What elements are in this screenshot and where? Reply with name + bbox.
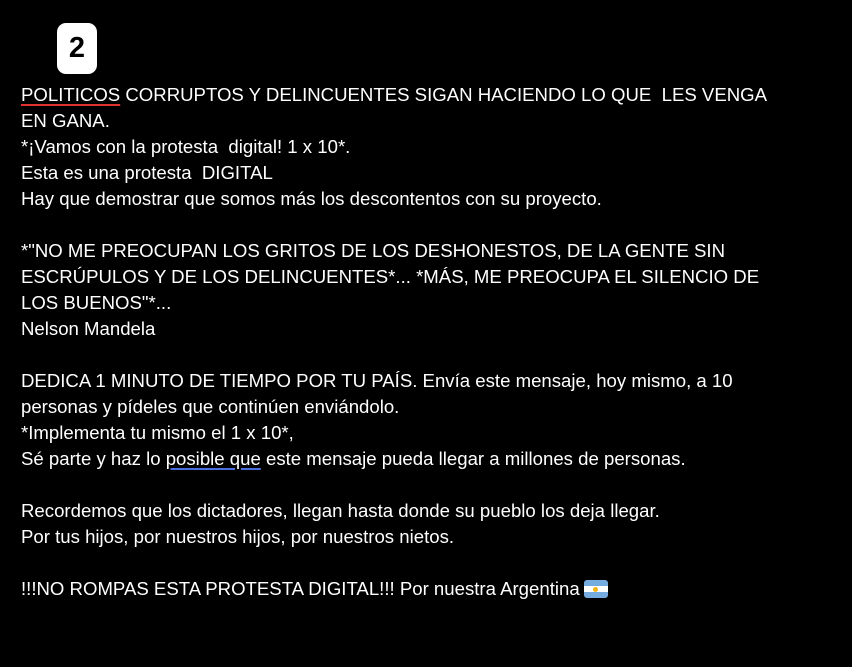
paragraph-gap: [21, 550, 841, 576]
message-text: CORRUPTOS Y DELINCUENTES SIGAN HACIENDO LO QUE LES VENGA: [120, 84, 768, 105]
quote-line: LOS BUENOS"*...: [21, 292, 172, 313]
message-line: Por tus hijos, por nuestros hijos, por nuestros nietos.: [21, 526, 455, 547]
flag-sun-icon: [593, 587, 598, 592]
argentina-flag-icon: [584, 580, 608, 598]
spellcheck-underlined-word[interactable]: POLITICOS: [21, 84, 121, 105]
message-line: *Implementa tu mismo el 1 x 10*,: [21, 422, 294, 443]
message-text: !!!NO ROMPAS ESTA PROTESTA DIGITAL!!! Por nuestra Argentina: [21, 578, 580, 599]
message-body: [21, 82, 841, 602]
message-line: *¡Vamos con la protesta digital! 1 x 10*.: [21, 136, 351, 157]
message-line: Esta es una protesta DIGITAL: [21, 162, 273, 183]
message-text: Sé parte y haz lo: [21, 448, 166, 469]
message-line: [21, 82, 841, 108]
message-line: Hay que demostrar que somos más los descontentos con su proyecto.: [21, 188, 602, 209]
quote-line: *"NO ME PREOCUPAN LOS GRITOS DE LOS DESHONESTOS, DE LA GENTE SIN: [21, 240, 726, 261]
quote-line: ESCRÚPULOS Y DE LOS DELINCUENTES*... *MÁS, ME PREOCUPA EL SILENCIO DE: [21, 266, 760, 287]
message-line: [21, 576, 841, 602]
paragraph-gap: [21, 472, 841, 498]
message-line: [21, 446, 841, 472]
page-number-badge: 2: [57, 23, 97, 74]
quote-author: Nelson Mandela: [21, 318, 156, 339]
message-line: Recordemos que los dictadores, llegan hasta donde su pueblo los deja llegar.: [21, 500, 660, 521]
paragraph-gap: [21, 342, 841, 368]
paragraph-gap: [21, 212, 841, 238]
message-line: personas y pídeles que continúen enviándolo.: [21, 396, 400, 417]
message-line: DEDICA 1 MINUTO DE TIEMPO POR TU PAÍS. Envía este mensaje, hoy mismo, a 10: [21, 370, 733, 391]
message-text: este mensaje pueda llegar a millones de personas.: [260, 448, 686, 469]
grammar-underlined-phrase[interactable]: posible que: [165, 448, 261, 469]
message-line: EN GANA.: [21, 110, 110, 131]
